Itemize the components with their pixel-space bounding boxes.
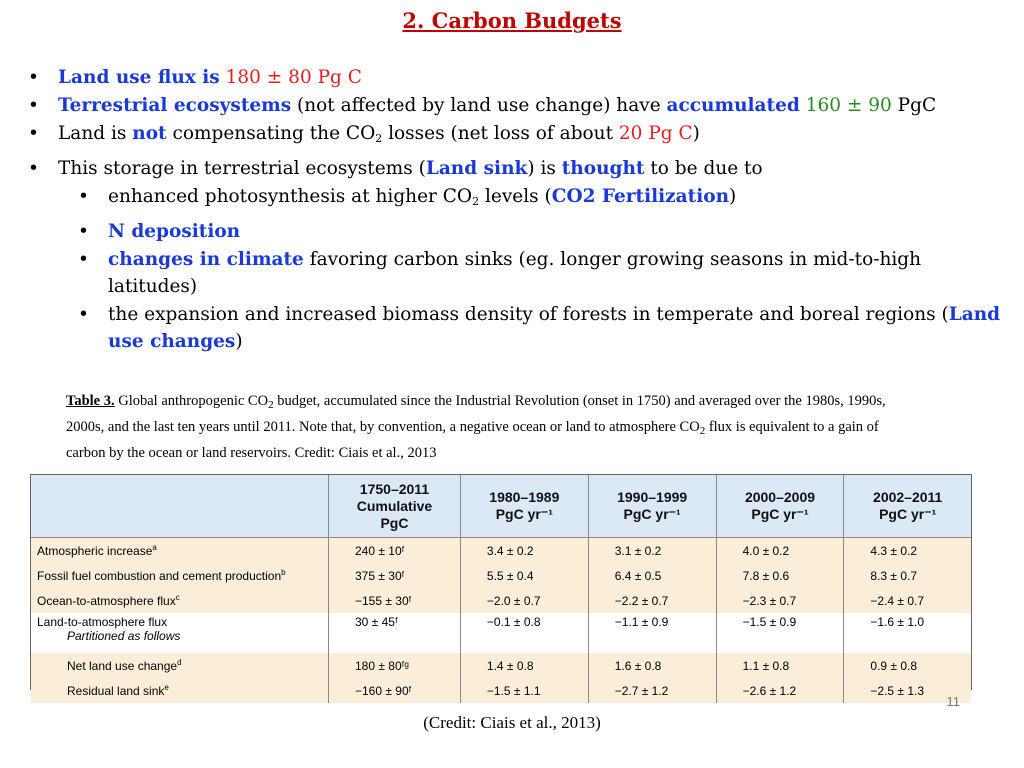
table-caption bbox=[66, 390, 916, 464]
bullet-text: ) is bbox=[527, 158, 562, 179]
cell: 1.4 ± 0.8 bbox=[460, 653, 588, 678]
bullet-text: Terrestrial ecosystems bbox=[58, 95, 292, 116]
cell: −1.5 ± 0.9 bbox=[716, 613, 844, 653]
table-row bbox=[31, 538, 971, 564]
caption-text: Global anthropogenic CO bbox=[114, 393, 269, 409]
bullet-text: This storage in terrestrial ecosystems ( bbox=[58, 158, 426, 179]
table-row bbox=[31, 678, 971, 703]
subbullet-forests bbox=[78, 301, 1008, 355]
bullet-text: losses (net loss of about bbox=[382, 123, 619, 144]
bullet-text: Land use changes bbox=[108, 304, 1001, 352]
header-2002-2011: 2002–2011 PgC yr⁻¹ bbox=[844, 475, 971, 538]
row-label: Net land use change$^d$ bbox=[31, 653, 329, 678]
bullet-value: 160 ± 90 bbox=[799, 95, 892, 116]
table-row bbox=[31, 613, 971, 653]
cell: 180 ± 80ᶠᵍ bbox=[329, 653, 461, 678]
cell: 30 ± 45ᶠ bbox=[329, 613, 461, 653]
header-blank bbox=[31, 475, 329, 538]
cell: 8.3 ± 0.7 bbox=[844, 563, 971, 588]
page-number: 11 bbox=[946, 694, 960, 709]
cell: −2.7 ± 1.2 bbox=[588, 678, 716, 703]
cell: 1.1 ± 0.8 bbox=[716, 653, 844, 678]
header-1990-1999: 1990–1999 PgC yr⁻¹ bbox=[588, 475, 716, 538]
carbon-budget-table bbox=[30, 474, 972, 698]
subscript: 2 bbox=[699, 425, 706, 437]
bullet-text: CO2 Fertilization bbox=[551, 186, 730, 207]
cell: −2.2 ± 0.7 bbox=[588, 588, 716, 613]
bullet-text: favoring carbon sinks (eg. longer growing seasons in mid-to-high latitudes) bbox=[108, 249, 922, 297]
row-sublabel: Partitioned as follows bbox=[67, 629, 181, 643]
cell: −1.1 ± 0.9 bbox=[588, 613, 716, 653]
bullet-text: thought bbox=[561, 158, 645, 179]
cell: −2.3 ± 0.7 bbox=[716, 588, 844, 613]
subscript: 2 bbox=[375, 132, 383, 145]
bullet-text: Land use flux is bbox=[58, 67, 220, 88]
cell: 1.6 ± 0.8 bbox=[588, 653, 716, 678]
header-1980-1989: 1980–1989 PgC yr⁻¹ bbox=[460, 475, 588, 538]
subscript: 2 bbox=[268, 399, 274, 411]
cell: −1.5 ± 1.1 bbox=[460, 678, 588, 703]
caption-label: Table 3. bbox=[66, 393, 115, 409]
bullet-text: the expansion and increased biomass density of forests in temperate and boreal regions ( bbox=[108, 304, 949, 325]
bullet-text: N deposition bbox=[108, 221, 241, 242]
cell: 3.4 ± 0.2 bbox=[460, 538, 588, 564]
bullet-text: enhanced photosynthesis at higher CO bbox=[108, 186, 473, 207]
caption-text: budget, accumulated since the Industrial Revolution (onset in 1750) and averaged over the 1980s, 1990s, 2000s, and the last ten years until 2011. Note that, by convention, a negative ocean or land to atmosphere CO bbox=[66, 393, 886, 435]
cell: 7.8 ± 0.6 bbox=[716, 563, 844, 588]
bullet-text: not bbox=[132, 123, 167, 144]
row-label: Atmospheric increase$^a$ bbox=[31, 538, 329, 564]
table-row bbox=[31, 563, 971, 588]
bullet-text: to be due to bbox=[644, 158, 763, 179]
bullet-list bbox=[28, 64, 1008, 356]
bullet-text: PgC bbox=[891, 95, 937, 116]
cell: 3.1 ± 0.2 bbox=[588, 538, 716, 564]
bullet-text: compensating the CO bbox=[166, 123, 376, 144]
cell: −2.6 ± 1.2 bbox=[716, 678, 844, 703]
bullet-value: 180 ± 80 Pg C bbox=[225, 67, 362, 88]
cell: 0.9 ± 0.8 bbox=[844, 653, 971, 678]
bullet-storage bbox=[28, 155, 1008, 182]
table-header-row bbox=[31, 475, 971, 538]
bullet-text: levels ( bbox=[479, 186, 552, 207]
row-label: Land-to-atmosphere flux Partitioned as follows bbox=[31, 613, 329, 653]
row-label: Residual land sink$^e$ bbox=[31, 678, 329, 703]
table-row bbox=[31, 588, 971, 613]
subbullet-n-deposition bbox=[78, 218, 1008, 245]
credit-line: (Credit: Ciais et al., 2013) bbox=[423, 713, 601, 732]
cell: 240 ± 10ᶠ bbox=[329, 538, 461, 564]
bullet-text: ) bbox=[692, 123, 700, 144]
caption-text: flux is equivalent to a gain of carbon by the ocean or land reservoirs. Credit: Ciais et al., 2013 bbox=[66, 419, 879, 461]
cell: −2.0 ± 0.7 bbox=[460, 588, 588, 613]
slide-title: 2. Carbon Budgets bbox=[402, 8, 622, 33]
header-1750-2011: 1750–2011 Cumulative PgC bbox=[329, 475, 461, 538]
bullet-text: ) bbox=[235, 331, 243, 352]
bullet-terrestrial-ecosystems bbox=[28, 92, 1008, 119]
subbullet-climate bbox=[78, 246, 1008, 300]
cell: 375 ± 30ᶠ bbox=[329, 563, 461, 588]
cell: 4.0 ± 0.2 bbox=[716, 538, 844, 564]
header-2000-2009: 2000–2009 PgC yr⁻¹ bbox=[716, 475, 844, 538]
row-label: Ocean-to-atmosphere flux$^c$ bbox=[31, 588, 329, 613]
subbullet-photosynthesis bbox=[78, 183, 1008, 215]
cell: −2.5 ± 1.3 bbox=[844, 678, 971, 703]
subscript: 2 bbox=[472, 195, 480, 208]
bullet-land-not-compensating bbox=[28, 120, 1008, 152]
bullet-text: (not affected by land use change) have bbox=[291, 95, 667, 116]
bullet-text: accumulated bbox=[666, 95, 800, 116]
bullet-text: ) bbox=[729, 186, 737, 207]
bullet-value: 20 Pg C bbox=[618, 123, 693, 144]
cell: 5.5 ± 0.4 bbox=[460, 563, 588, 588]
bullet-land-use-flux bbox=[28, 64, 1008, 91]
bullet-text: Land sink bbox=[425, 158, 528, 179]
cell: −1.6 ± 1.0 bbox=[844, 613, 971, 653]
cell: 6.4 ± 0.5 bbox=[588, 563, 716, 588]
table-row bbox=[31, 653, 971, 678]
bullet-text: changes in climate bbox=[108, 249, 304, 270]
bullet-text: Land is bbox=[58, 123, 133, 144]
cell: −155 ± 30ᶠ bbox=[329, 588, 461, 613]
cell: −0.1 ± 0.8 bbox=[460, 613, 588, 653]
row-label: Fossil fuel combustion and cement production$^b$ bbox=[31, 563, 329, 588]
cell: −160 ± 90ᶠ bbox=[329, 678, 461, 703]
cell: −2.4 ± 0.7 bbox=[844, 588, 971, 613]
cell: 4.3 ± 0.2 bbox=[844, 538, 971, 564]
